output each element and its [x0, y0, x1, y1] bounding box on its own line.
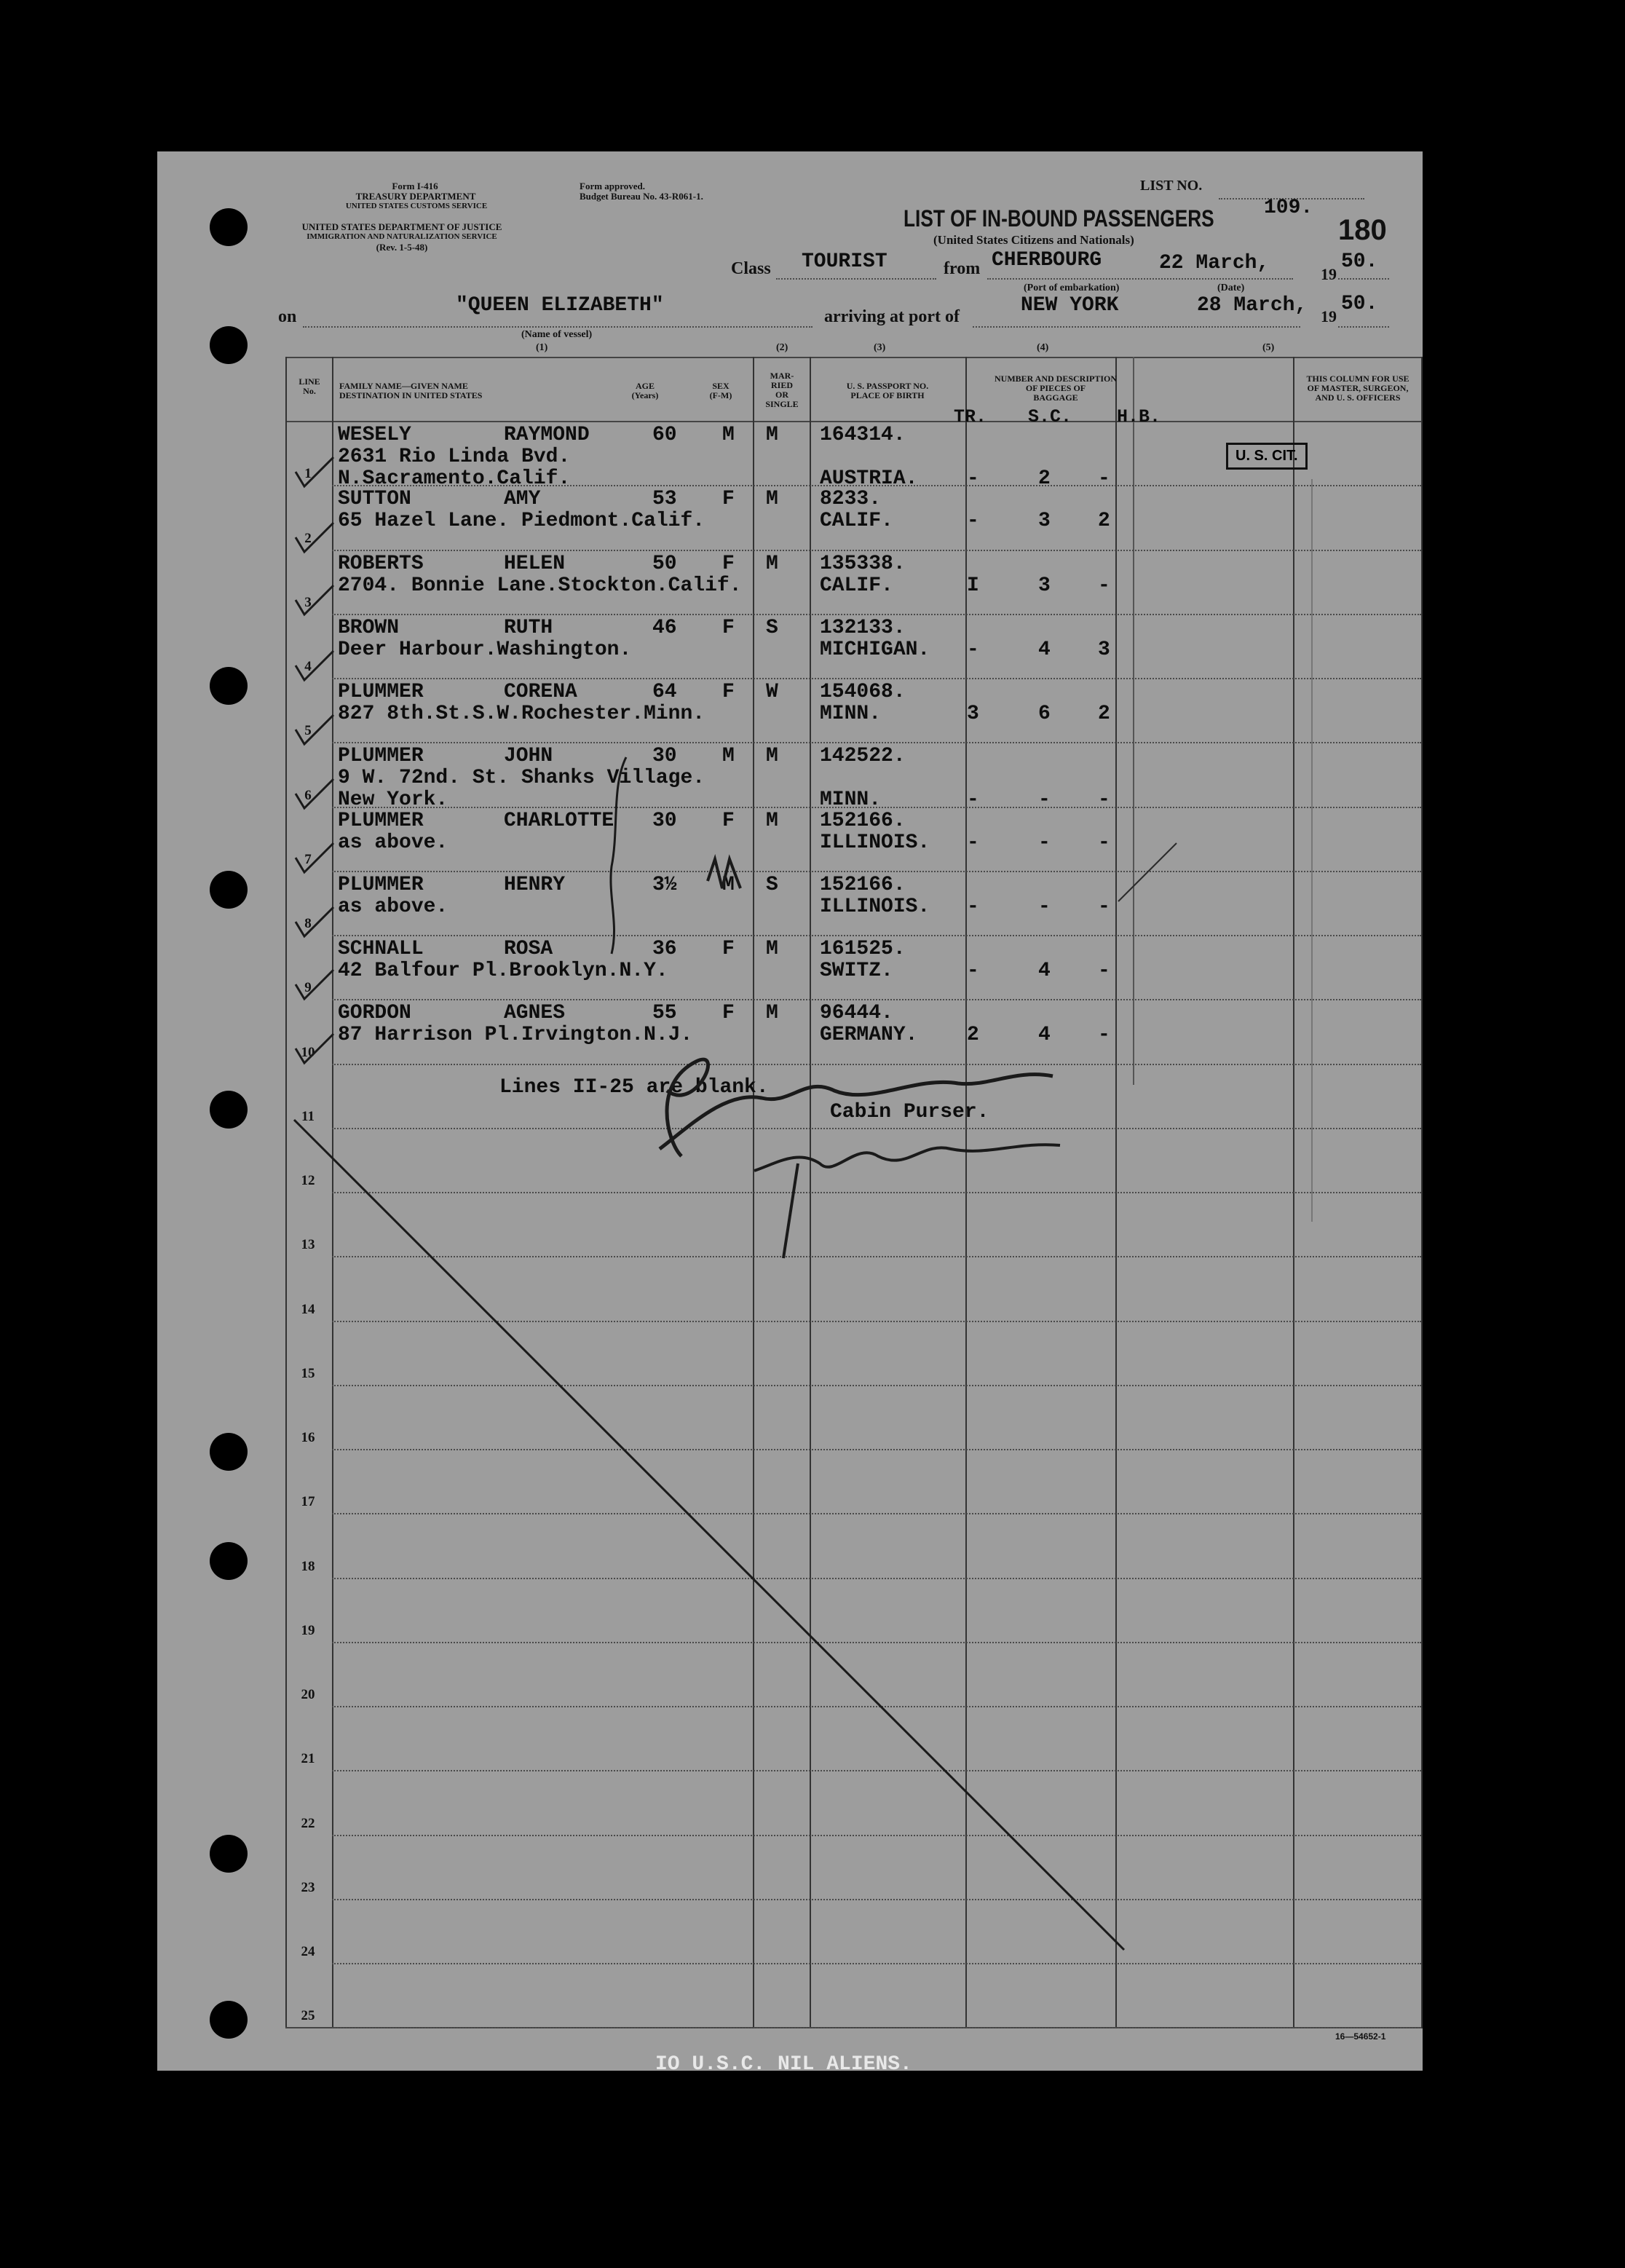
- place-of-birth: MINN.: [820, 703, 882, 725]
- handwriting-overlay: [157, 151, 1423, 2071]
- line-number: 18: [301, 1558, 315, 1574]
- passenger-age: 53: [652, 488, 677, 511]
- line-number: 8: [304, 916, 312, 931]
- us-cit-stamp: U. S. CIT.: [1226, 443, 1308, 470]
- embarkation-caption: (Port of embarkation): [1024, 282, 1120, 293]
- arrival-date: 28 March,: [1197, 294, 1308, 317]
- passenger-sex: F: [722, 938, 735, 960]
- immigration-service: IMMIGRATION AND NATURALIZATION SERVICE: [307, 232, 497, 241]
- passenger-destination: 2631 Rio Linda Bvd.: [338, 446, 571, 468]
- passenger-given-name: AMY: [504, 488, 541, 511]
- passenger-destination: N.Sacramento.Calif.: [338, 467, 571, 490]
- passenger-family-name: GORDON: [338, 1002, 411, 1025]
- passenger-destination: 9 W. 72nd. St. Shanks Village.: [338, 767, 705, 790]
- baggage-sc: 3: [1038, 510, 1051, 533]
- list-number: 109.: [1264, 197, 1313, 219]
- passenger-given-name: CHARLOTTE: [504, 809, 614, 832]
- baggage-sc: 3: [1038, 574, 1051, 597]
- form-code: 16—54652-1: [1335, 2031, 1386, 2042]
- baggage-tr: -: [967, 789, 979, 812]
- passenger-age: 30: [652, 809, 677, 832]
- passenger-given-name: JOHN: [504, 745, 553, 768]
- page-subtitle: (United States Citizens and Nationals): [933, 233, 1134, 247]
- line-number: 13: [301, 1237, 315, 1253]
- passenger-sex: F: [722, 681, 735, 703]
- passenger-destination: 2704. Bonnie Lane.Stockton.Calif.: [338, 574, 742, 597]
- line-number: 3: [304, 594, 312, 610]
- line-number: 6: [304, 787, 312, 803]
- initials-mark: [708, 859, 740, 888]
- line-number: 2: [304, 530, 312, 546]
- header-married: MAR- RIED OR SINGLE: [765, 371, 799, 409]
- baggage-sc: 2: [1038, 467, 1051, 490]
- passport-number: 135338.: [820, 552, 906, 575]
- passenger-marital-status: M: [766, 488, 778, 511]
- baggage-hb: -: [1098, 895, 1110, 918]
- passenger-family-name: SUTTON: [338, 488, 411, 511]
- passenger-destination: 827 8th.St.S.W.Rochester.Minn.: [338, 703, 705, 725]
- passport-number: 142522.: [820, 745, 906, 768]
- inspector-mark: [754, 1145, 1060, 1171]
- passenger-sex: F: [722, 1002, 735, 1025]
- baggage-hb: -: [1098, 1024, 1110, 1047]
- passenger-family-name: PLUMMER: [338, 809, 424, 832]
- form-number: Form I-416: [392, 181, 438, 191]
- passenger-age: 50: [652, 552, 677, 575]
- bracket-mark: [611, 757, 626, 954]
- col-2-ref: (2): [776, 342, 788, 353]
- inspector-mark: [783, 1163, 798, 1258]
- passenger-given-name: HENRY: [504, 873, 566, 896]
- passport-number: 96444.: [820, 1002, 893, 1025]
- passenger-family-name: PLUMMER: [338, 873, 424, 896]
- passport-number: 154068.: [820, 681, 906, 703]
- line-number: 14: [301, 1301, 315, 1317]
- passport-number: 8233.: [820, 488, 882, 511]
- passport-number: 152166.: [820, 809, 906, 832]
- passport-number: 152166.: [820, 873, 906, 896]
- header-passport: U. S. PASSPORT NO. PLACE OF BIRTH: [846, 381, 929, 400]
- passenger-sex: F: [722, 616, 735, 639]
- line-number: 15: [301, 1365, 315, 1381]
- place-of-birth: AUSTRIA.: [820, 467, 918, 490]
- page-title: LIST OF IN-BOUND PASSENGERS: [904, 205, 1214, 232]
- departure-year: 50.: [1341, 250, 1378, 273]
- header-name: FAMILY NAME—GIVEN NAME DESTINATION IN UNITED STATES: [339, 381, 483, 400]
- header-baggage: NUMBER AND DESCRIPTION OF PIECES OF BAGGAGE: [994, 374, 1118, 403]
- passenger-given-name: HELEN: [504, 552, 566, 575]
- line-number: 16: [301, 1430, 315, 1445]
- passenger-sex: M: [722, 745, 735, 768]
- line-number: 7: [304, 851, 312, 867]
- baggage-hb-label: H.B.: [1117, 406, 1161, 427]
- passenger-destination: as above.: [338, 895, 448, 918]
- passenger-destination: Deer Harbour.Washington.: [338, 638, 632, 661]
- passenger-family-name: BROWN: [338, 616, 400, 639]
- header-age: AGE (Years): [631, 381, 659, 400]
- passenger-destination: as above.: [338, 831, 448, 854]
- passport-number: 161525.: [820, 938, 906, 960]
- baggage-sc: -: [1038, 831, 1051, 854]
- passenger-destination: 65 Hazel Lane. Piedmont.Calif.: [338, 510, 705, 533]
- budget-bureau: Budget Bureau No. 43-R061-1.: [580, 191, 703, 202]
- passenger-family-name: SCHNALL: [338, 938, 424, 960]
- embarkation-port: CHERBOURG: [992, 249, 1102, 272]
- baggage-tr: -: [967, 895, 979, 918]
- arrival-port: NEW YORK: [1021, 294, 1119, 317]
- passport-number: 164314.: [820, 424, 906, 446]
- customs-service: UNITED STATES CUSTOMS SERVICE: [345, 202, 488, 210]
- place-of-birth: GERMANY.: [820, 1024, 918, 1047]
- departure-date: 22 March,: [1159, 252, 1270, 274]
- baggage-hb: -: [1098, 960, 1110, 982]
- baggage-tr: -: [967, 960, 979, 982]
- passenger-given-name: RUTH: [504, 616, 553, 639]
- passenger-age: 64: [652, 681, 677, 703]
- passenger-marital-status: M: [766, 1002, 778, 1025]
- passenger-age: 30: [652, 745, 677, 768]
- vessel-name: "QUEEN ELIZABETH": [456, 294, 664, 317]
- baggage-sc: 4: [1038, 638, 1051, 661]
- line-number: 4: [304, 659, 312, 674]
- col-1-ref: (1): [536, 342, 548, 353]
- vessel-caption: (Name of vessel): [521, 329, 593, 340]
- passenger-given-name: ROSA: [504, 938, 553, 960]
- passenger-destination: New York.: [338, 789, 448, 812]
- header-officers: THIS COLUMN FOR USE OF MASTER, SURGEON, AND U. S. OFFICERS: [1306, 374, 1409, 403]
- passenger-marital-status: W: [766, 681, 778, 703]
- arrival-year: 50.: [1341, 293, 1378, 315]
- passenger-given-name: AGNES: [504, 1002, 566, 1025]
- passenger-family-name: PLUMMER: [338, 745, 424, 768]
- baggage-tr: 3: [967, 703, 979, 725]
- passenger-marital-status: M: [766, 938, 778, 960]
- col-4-ref: (4): [1037, 342, 1049, 353]
- line-number: 17: [301, 1494, 315, 1510]
- arriving-label: arriving at port of: [824, 307, 960, 326]
- place-of-birth: SWITZ.: [820, 960, 893, 982]
- baggage-sc: -: [1038, 895, 1051, 918]
- place-of-birth: MINN.: [820, 789, 882, 812]
- manifest-page: [157, 151, 1423, 2071]
- baggage-hb: 2: [1098, 703, 1110, 725]
- year-prefix: 19: [1321, 265, 1337, 283]
- line-number: 21: [301, 1751, 315, 1767]
- cabin-purser-label: Cabin Purser.: [830, 1101, 989, 1123]
- passenger-marital-status: M: [766, 424, 778, 446]
- dept-of-justice: UNITED STATES DEPARTMENT OF JUSTICE: [301, 221, 502, 232]
- passenger-sex: M: [722, 873, 735, 896]
- line-number: 23: [301, 1879, 315, 1895]
- place-of-birth: ILLINOIS.: [820, 895, 930, 918]
- passenger-sex: F: [722, 552, 735, 575]
- stamped-number: 180: [1338, 214, 1387, 246]
- baggage-tr: -: [967, 638, 979, 661]
- baggage-hb: -: [1098, 831, 1110, 854]
- baggage-hb: -: [1098, 467, 1110, 490]
- passenger-destination: 42 Balfour Pl.Brooklyn.N.Y.: [338, 960, 668, 982]
- line-number: 22: [301, 1815, 315, 1831]
- list-no-label: LIST NO.: [1140, 178, 1203, 194]
- footer-note: IO U.S.C. NIL ALIENS.: [655, 2053, 912, 2076]
- treasury-dept: TREASURY DEPARTMENT: [355, 191, 476, 202]
- passenger-marital-status: M: [766, 745, 778, 768]
- place-of-birth: MICHIGAN.: [820, 638, 930, 661]
- baggage-sc: 4: [1038, 1024, 1051, 1047]
- on-label: on: [278, 307, 297, 326]
- baggage-hb: 2: [1098, 510, 1110, 533]
- baggage-hb: -: [1098, 789, 1110, 812]
- baggage-tr-label: TR.: [954, 406, 987, 427]
- line-number: 24: [301, 1944, 315, 1959]
- passenger-marital-status: S: [766, 873, 778, 896]
- passenger-given-name: RAYMOND: [504, 424, 590, 446]
- baggage-tr: 2: [967, 1024, 979, 1047]
- class-value: TOURIST: [802, 250, 887, 273]
- from-label: from: [944, 259, 981, 278]
- place-of-birth: CALIF.: [820, 574, 893, 597]
- header-line-no: LINE No.: [298, 376, 320, 396]
- year-prefix-2: 19: [1321, 307, 1337, 325]
- line-number: 19: [301, 1622, 315, 1638]
- line-number: 11: [301, 1108, 315, 1124]
- col-3-ref: (3): [874, 342, 886, 353]
- line-number: 20: [301, 1687, 315, 1702]
- baggage-sc: 6: [1038, 703, 1051, 725]
- revision: (Rev. 1-5-48): [376, 242, 428, 253]
- baggage-sc: 4: [1038, 960, 1051, 982]
- place-of-birth: ILLINOIS.: [820, 831, 930, 854]
- line-number: 1: [304, 466, 312, 482]
- baggage-hb: -: [1098, 574, 1110, 597]
- baggage-tr: -: [967, 831, 979, 854]
- line-number: 25: [301, 2008, 315, 2024]
- passport-number: 132133.: [820, 616, 906, 639]
- baggage-sc-label: S.C.: [1028, 406, 1072, 427]
- passenger-family-name: PLUMMER: [338, 681, 424, 703]
- baggage-hb: 3: [1098, 638, 1110, 661]
- date-caption: (Date): [1217, 282, 1245, 293]
- form-approved: Form approved.: [580, 181, 646, 191]
- line-number: 10: [301, 1044, 315, 1060]
- header-sex: SEX (F-M): [709, 381, 732, 400]
- passenger-sex: M: [722, 424, 735, 446]
- line-number: 9: [304, 980, 312, 996]
- check-marks: [296, 457, 333, 1063]
- baggage-tr: -: [967, 510, 979, 533]
- signature: [660, 1075, 1053, 1149]
- line-number: 12: [301, 1173, 315, 1188]
- passenger-family-name: WESELY: [338, 424, 411, 446]
- col-5-ref: (5): [1262, 342, 1275, 353]
- passenger-destination: 87 Harrison Pl.Irvington.N.J.: [338, 1024, 693, 1047]
- passenger-family-name: ROBERTS: [338, 552, 424, 575]
- baggage-tr: -: [967, 467, 979, 490]
- signature: [667, 1059, 708, 1156]
- passenger-age: 46: [652, 616, 677, 639]
- passenger-marital-status: S: [766, 616, 778, 639]
- passenger-sex: F: [722, 809, 735, 832]
- pencil-tick: [1118, 843, 1177, 901]
- place-of-birth: CALIF.: [820, 510, 893, 533]
- blank-lines-note: Lines II-25 are blank.: [499, 1076, 769, 1099]
- passenger-age: 3½: [652, 873, 677, 896]
- baggage-sc: -: [1038, 789, 1051, 812]
- passenger-age: 55: [652, 1002, 677, 1025]
- passenger-age: 36: [652, 938, 677, 960]
- baggage-tr: I: [967, 574, 979, 597]
- passenger-marital-status: M: [766, 552, 778, 575]
- class-label: Class: [731, 259, 771, 278]
- passenger-age: 60: [652, 424, 677, 446]
- passenger-given-name: CORENA: [504, 681, 577, 703]
- passenger-marital-status: M: [766, 809, 778, 832]
- passenger-sex: F: [722, 488, 735, 511]
- line-number: 5: [304, 723, 312, 739]
- cancel-stroke: [294, 1120, 1124, 1950]
